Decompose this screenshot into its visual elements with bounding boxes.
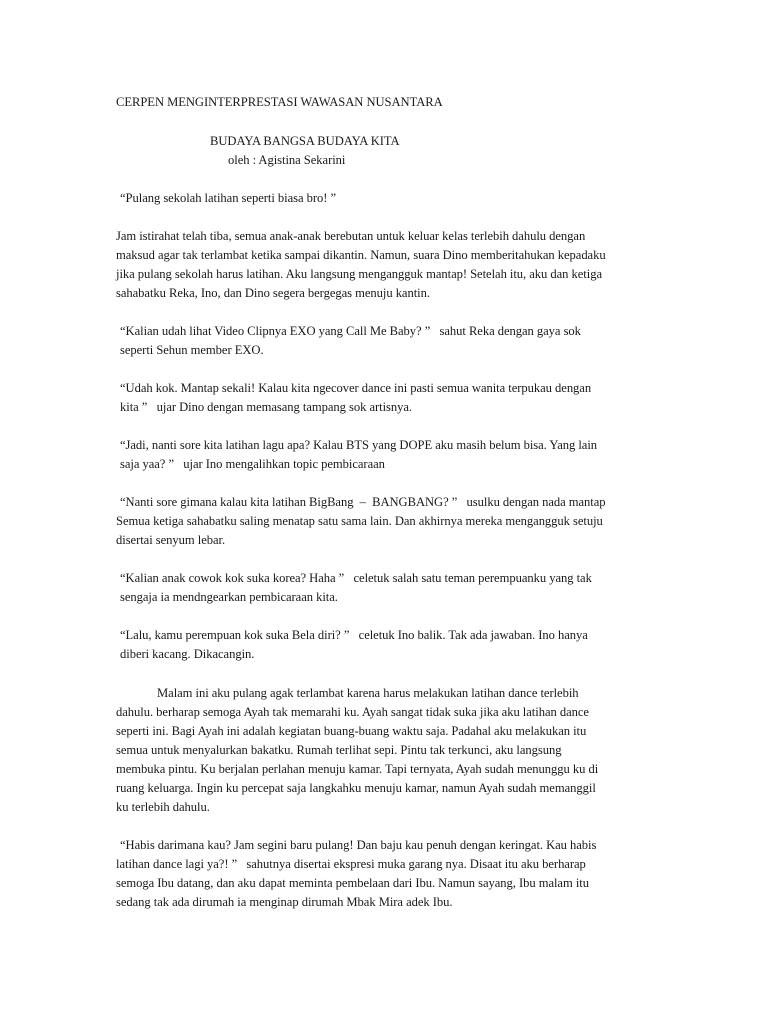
story-author: oleh : Agistina Sekarini — [228, 153, 346, 167]
paragraph-line: “Nanti sore gimana kalau kita latihan BigBang – BANGBANG? ” usulku dengan nada mantap — [120, 495, 606, 509]
paragraph-line: diberi kacang. Dikacangin. — [120, 647, 255, 661]
document-heading: CERPEN MENGINTERPRESTASI WAWASAN NUSANTARA — [116, 95, 443, 109]
paragraph-line: maksud agar tak terlambat ketika sampai dikantin. Namun, suara Dino memberitahukan kepadaku — [116, 248, 606, 262]
paragraph-line: “Kalian anak cowok kok suka korea? Haha ” celetuk salah satu teman perempuanku yang tak — [120, 571, 592, 585]
paragraph-line: “Lalu, kamu perempuan kok suka Bela diri? ” celetuk Ino balik. Tak ada jawaban. Ino hanya — [120, 628, 588, 642]
paragraph-line: ku terlebih dahulu. — [116, 800, 210, 814]
story-title: BUDAYA BANGSA BUDAYA KITA — [210, 134, 400, 148]
paragraph-line: kita ” ujar Dino dengan memasang tampang sok artisnya. — [120, 400, 413, 414]
paragraph-line: semoga Ibu datang, dan aku dapat meminta pembelaan dari Ibu. Namun sayang, Ibu malam itu — [116, 876, 589, 890]
paragraph-line: “Kalian udah lihat Video Clipnya EXO yang Call Me Baby? ” sahut Reka dengan gaya sok — [120, 324, 581, 338]
paragraph-line: “Udah kok. Mantap sekali! Kalau kita ngecover dance ini pasti semua wanita terpukau dengan — [120, 381, 592, 395]
paragraph-line: “Jadi, nanti sore kita latihan lagu apa? Kalau BTS yang DOPE aku masih belum bisa. Yang lain — [120, 438, 598, 452]
paragraph-line: Jam istirahat telah tiba, semua anak-anak berebutan untuk keluar kelas terlebih dahulu dengan — [116, 229, 586, 243]
paragraph-line: ruang keluarga. Ingin ku percepat saja langkahku menuju kamar, namun Ayah sudah memanggil — [116, 781, 596, 795]
paragraph-line: Semua ketiga sahabatku saling menatap satu sama lain. Dan akhirnya mereka mengangguk setuju — [116, 514, 603, 528]
paragraph-line: disertai senyum lebar. — [116, 533, 226, 547]
paragraph-line: seperti Sehun member EXO. — [120, 343, 264, 357]
paragraph-line: jika pulang sekolah harus latihan. Aku langsung mengangguk mantap! Setelah itu, aku dan ketiga — [116, 267, 602, 281]
paragraph-line: sahabatku Reka, Ino, dan Dino segera bergegas menuju kantin. — [116, 286, 430, 300]
paragraph-line: Malam ini aku pulang agak terlambat karena harus melakukan latihan dance terlebih — [157, 686, 579, 700]
paragraph-line: saja yaa? ” ujar Ino mengalihkan topic pembicaraan — [120, 457, 385, 471]
paragraph-line: seperti ini. Bagi Ayah ini adalah kegiatan buang-buang waktu saja. Padahal aku melakukan itu — [116, 724, 587, 738]
paragraph-line: latihan dance lagi ya?! ” sahutnya disertai ekspresi muka garang nya. Disaat itu aku berharap — [116, 857, 586, 871]
paragraph-line: “Pulang sekolah latihan seperti biasa bro! ” — [120, 191, 337, 205]
paragraph-line: dahulu. berharap semoga Ayah tak memarahi ku. Ayah sangat tidak suka jika aku latihan dance — [116, 705, 589, 719]
paragraph-line: sengaja ia mendngearkan pembicaraan kita. — [120, 590, 338, 604]
paragraph-line: sedang tak ada dirumah ia menginap dirumah Mbak Mira adek Ibu. — [116, 895, 453, 909]
paragraph-line: “Habis darimana kau? Jam segini baru pulang! Dan baju kau penuh dengan keringat. Kau habis — [120, 838, 597, 852]
paragraph-line: membuka pintu. Ku berjalan perlahan menuju kamar. Tapi ternyata, Ayah sudah menunggu ku di — [116, 762, 599, 776]
paragraph-line: semua untuk menyalurkan bakatku. Rumah terlihat sepi. Pintu tak terkunci, aku langsung — [116, 743, 562, 757]
